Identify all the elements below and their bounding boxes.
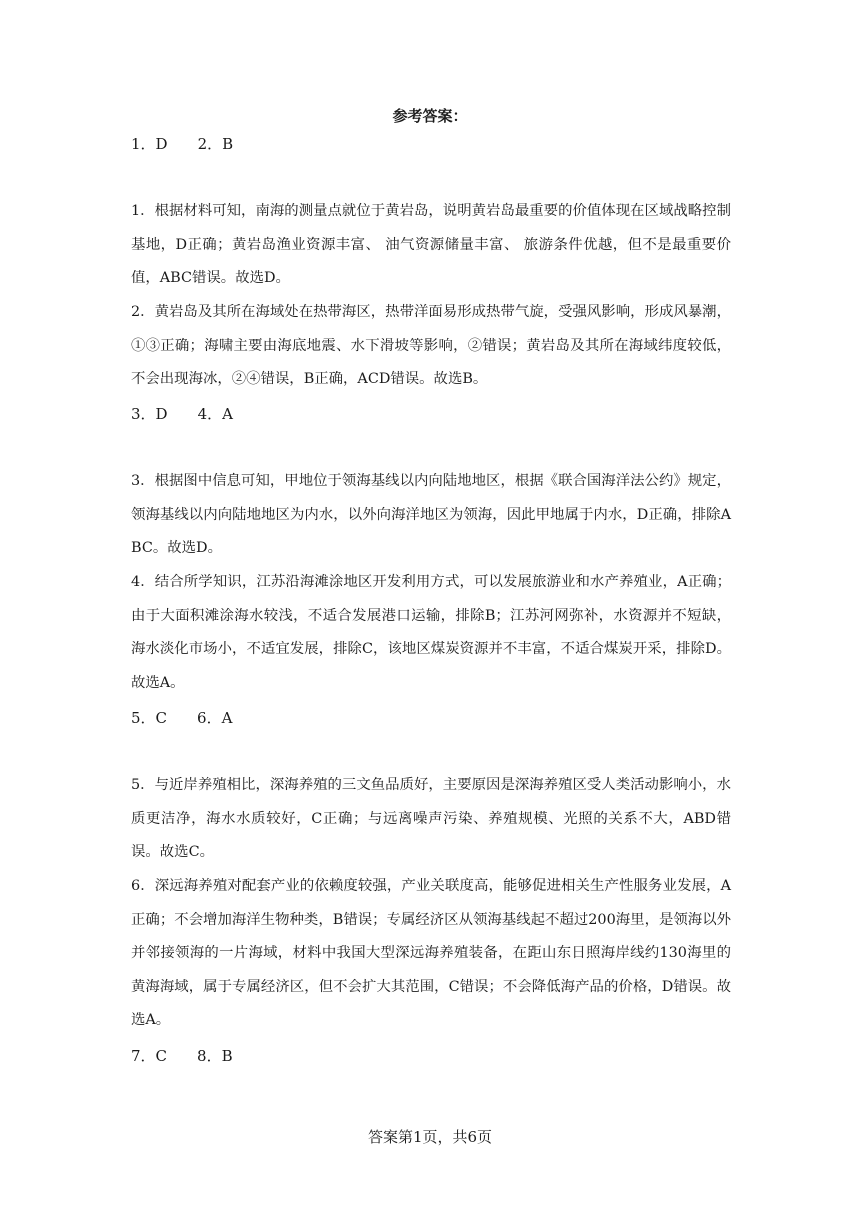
- page-footer: 答案第1页，共6页: [367, 1128, 493, 1146]
- answer-8: 8．B: [197, 1047, 233, 1065]
- answer-line-5-6: [131, 707, 232, 729]
- answer-1: 1．D: [131, 135, 168, 153]
- explanation-2: 2．黄岩岛及其所在海域处在热带海区，热带洋面易形成热带气旋，受强风影响，形成风暴潮，①③正确；海啸主要由海底地震、水下滑坡等影响，②错误；黄岩岛及其所在海域纬度较低，不会出现海冰，②④错误，B正确，ACD错误。故选B。: [131, 304, 731, 387]
- explanation-4: 4．结合所学知识，江苏沿海滩涂地区开发利用方式，可以发展旅游业和水产养殖业，A正确；由于大面积滩涂海水较浅，不适合发展港口运输，排除B；江苏河网弥补，水资源并不短缺，海水淡化市场小，不适宜发展，排除C，该地区煤炭资源并不丰富，不适合煤炭开采，排除D。故选A。: [131, 574, 731, 691]
- explanation-5: 5．与近岸养殖相比，深海养殖的三文鱼品质好，主要原因是深海养殖区受人类活动影响小，水质更洁净，海水水质较好，C正确；与远离噪声污染、养殖规模、光照的关系不大，ABD错误。故选C。: [131, 777, 731, 860]
- answer-4: 4．A: [197, 405, 233, 423]
- answer-6: 6．A: [197, 709, 233, 727]
- answer-3: 3．D: [131, 405, 168, 423]
- answer-7: 7．C: [131, 1047, 168, 1065]
- answer-2: 2．B: [197, 135, 234, 153]
- explanation-6: 6．深远海养殖对配套产业的依赖度较强，产业关联度高，能够促进相关生产性服务业发展，A正确；不会增加海洋生物种类，B错误；专属经济区从领海基线起不超过200海里，是领海以外并邻接领海的一片海域，材料中我国大型深远海养殖装备，在距山东日照海岸线约130海里的黄海海域，属于专属经济区，但不会扩大其范围，C错误；不会降低海产品的价格，D错误。故选A。: [131, 878, 731, 1028]
- page-title: 参考答案：: [392, 107, 468, 125]
- explanation-3: 3．根据图中信息可知，甲地位于领海基线以内向陆地地区，根据《联合国海洋法公约》规定，领海基线以内向陆地地区为内水，以外向海洋地区为领海，因此甲地属于内水，D正确，排除ABC。故选D。: [131, 473, 731, 556]
- explanation-1: 1．根据材料可知，南海的测量点就位于黄岩岛，说明黄岩岛最重要的价值体现在区域战略控制基地，D正确；黄岩岛渔业资源丰富、 油气资源储量丰富、 旅游条件优越，但不是最重要价值，ABC错误。故选D。: [131, 203, 731, 286]
- answer-line-1-2: [131, 133, 233, 155]
- answer-5: 5．C: [131, 709, 168, 727]
- answer-line-7-8: [131, 1045, 233, 1067]
- answer-line-3-4: [131, 403, 233, 425]
